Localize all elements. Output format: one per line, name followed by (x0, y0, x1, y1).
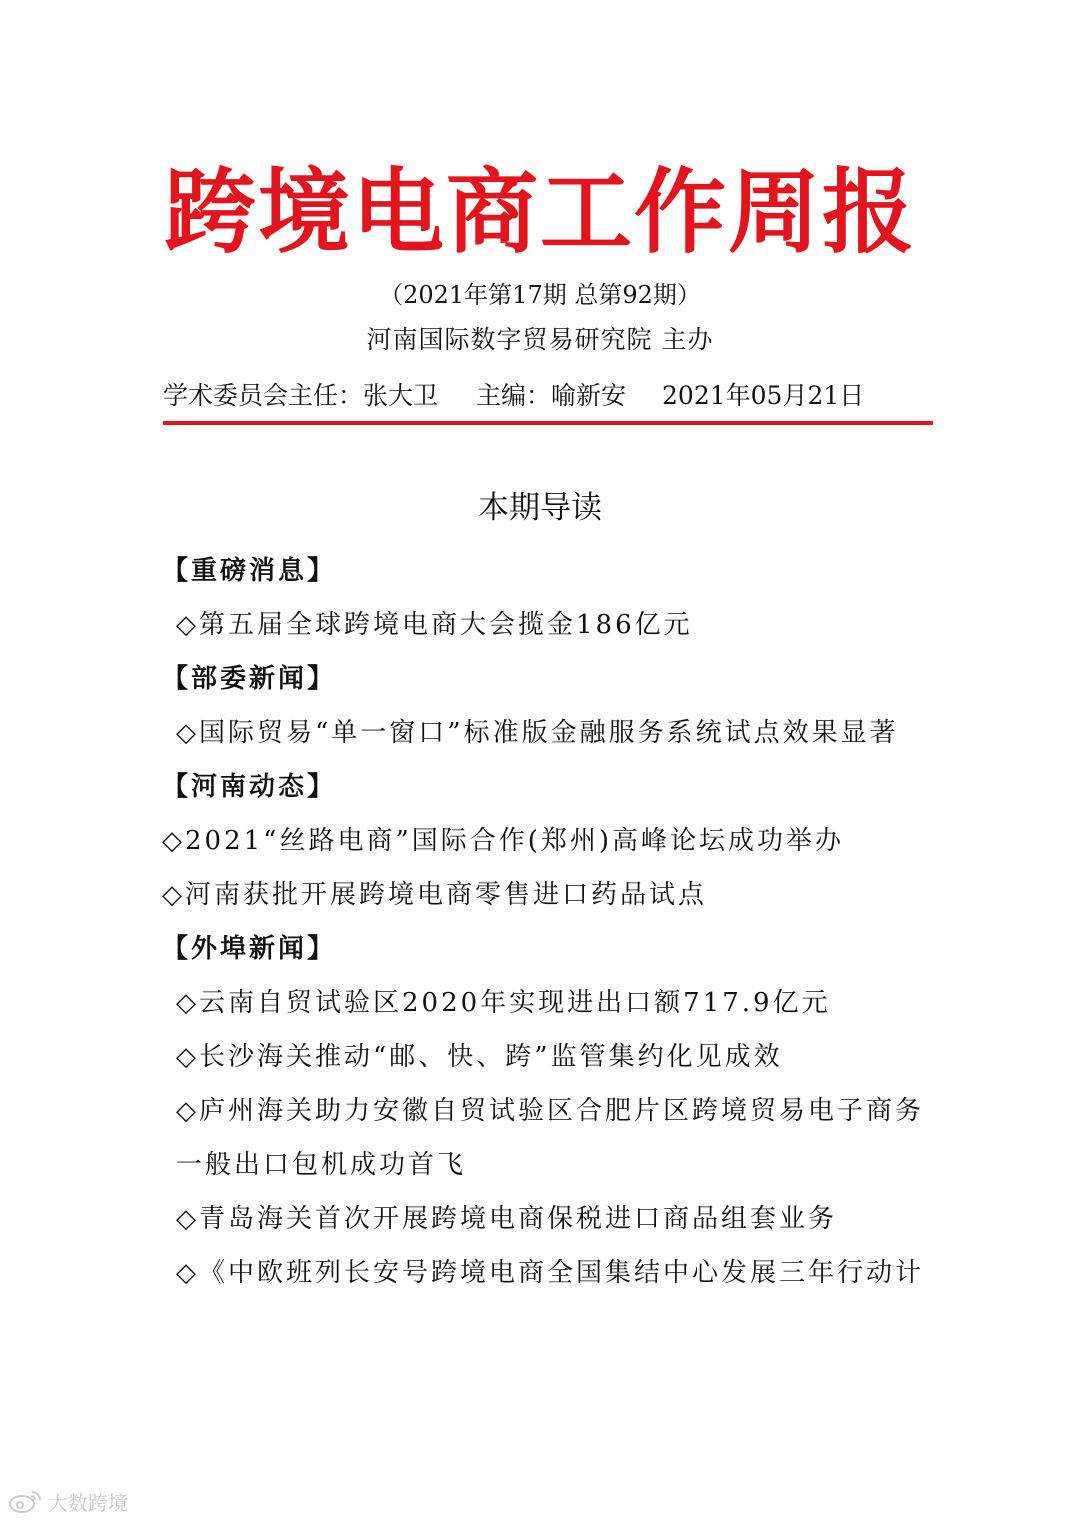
masthead-title: 跨境电商工作周报 (163, 159, 916, 266)
toc-item: ◇《中欧班列长安号跨境电商全国集结中心发展三年行动计 (176, 1258, 924, 1288)
staff-line (163, 378, 933, 414)
toc-item: ◇河南获批开展跨境电商零售进口药品试点 (162, 880, 707, 910)
header-divider (163, 421, 933, 425)
section-title: 本期导读 (478, 490, 602, 526)
issue-date: 2021年05月21日 (662, 381, 865, 410)
category-heading: 【部委新闻】 (162, 664, 337, 694)
issue-number: （2021年第17期 总第92期） (379, 281, 701, 309)
committee-chair: 学术委员会主任：张大卫 (163, 381, 439, 410)
toc-item: ◇云南自贸试验区2020年实现进出口额717.9亿元 (176, 988, 831, 1018)
toc-item: ◇长沙海关推动“邮、快、跨”监管集约化见成效 (176, 1042, 783, 1072)
toc-item: ◇庐州海关助力安徽自贸试验区合肥片区跨境贸易电子商务一般出口包机成功首飞 (176, 1096, 924, 1180)
category-heading: 【外埠新闻】 (162, 934, 337, 964)
watermark-text: 大数跨境 (48, 1490, 128, 1515)
watermark (8, 1486, 128, 1516)
toc-item: ◇第五届全球跨境电商大会揽金186亿元 (176, 610, 693, 640)
sponsor-line: 河南国际数字贸易研究院 主办 (366, 325, 714, 354)
weibo-logo-icon (8, 1488, 44, 1514)
category-heading: 【河南动态】 (162, 772, 337, 802)
chief-editor: 主编：喻新安 (476, 381, 627, 410)
toc-item: ◇2021“丝路电商”国际合作(郑州)高峰论坛成功举办 (162, 826, 845, 856)
toc-item: ◇国际贸易“单一窗口”标准版金融服务系统试点效果显著 (176, 718, 899, 748)
toc-item: ◇青岛海关首次开展跨境电商保税进口商品组套业务 (176, 1204, 837, 1234)
category-heading: 【重磅消息】 (162, 556, 337, 586)
table-of-contents (162, 544, 942, 1300)
